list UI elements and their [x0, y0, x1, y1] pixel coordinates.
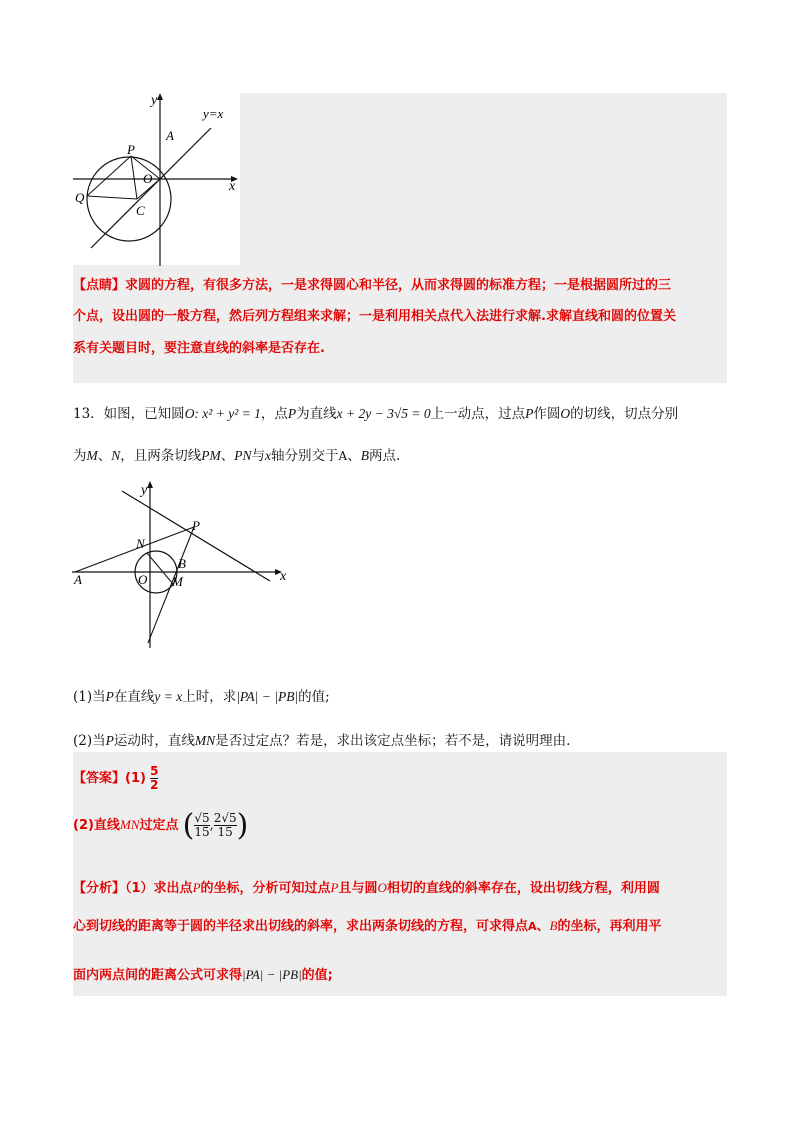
analysis-text-3: 且与圆 [338, 881, 378, 896]
point-N: N [111, 448, 121, 463]
point-B: B [360, 448, 369, 463]
fig1-label-y: y [151, 93, 158, 108]
q1-expr: |PA| − |PB| [236, 689, 299, 704]
answer-line-1 [73, 765, 158, 792]
analysis-O: O [377, 880, 387, 895]
answer-1-num: 5 [150, 764, 159, 778]
problem-text-2: 为直线 [296, 406, 337, 422]
q1-line: y = x [154, 689, 183, 704]
axis-x: x [265, 448, 272, 463]
problem-number: 13．如图，已知圆 [73, 406, 185, 422]
answer-part-2: (2)直线 [73, 818, 120, 833]
question-1 [73, 685, 330, 705]
q2-mid: 运动时，直线 [113, 733, 195, 749]
tip-line-2: 个点，设出圆的一般方程，然后列方程组来求解；一是利用相关点代入法进行求解.求解直线和圆的位置关 [73, 309, 676, 324]
fig1-label-C: C [136, 203, 145, 218]
problem-text-7: ，且两条切线 [120, 448, 202, 464]
point-M: M [86, 448, 98, 463]
q1-pre: (1)当 [73, 689, 106, 705]
fig1-label-O: O [143, 171, 153, 186]
q1-P: P [105, 689, 114, 704]
analysis-expr: |PA| − |PB| [242, 967, 302, 982]
answer-MN: MN [119, 817, 140, 832]
figure-1 [73, 88, 243, 268]
q1-mid2: 上时，求 [182, 689, 237, 705]
fig1-label-x: x [229, 179, 236, 194]
point-y-num: 2√5 [213, 811, 237, 825]
fig2-label-O: O [138, 572, 148, 587]
q2-pre: (2)当 [73, 733, 106, 749]
fig2-label-M: M [172, 574, 183, 589]
analysis-text-6: 的坐标，再利用平 [557, 919, 662, 934]
problem-line-1 [73, 402, 678, 422]
problem-text-9: 轴分别交于 [271, 448, 339, 464]
analysis-text-5: 心到切线的距离等于圆的半径求出切线的斜率，求出两条切线的方程，可求得点 [73, 919, 529, 934]
fig2-label-y: y [141, 483, 148, 498]
fig1-label-A: A [166, 128, 174, 143]
q2-P: P [105, 733, 114, 748]
analysis-text-8: 的值; [301, 968, 333, 983]
answer-line-2: (2)直线MN过定点 ( $\frac{√5}{15}$ , $\frac{2√5}{15}$ ) [73, 808, 249, 843]
analysis-sep: 、 [536, 919, 550, 934]
tip-label: 【点睛】 [73, 278, 126, 293]
tangent-PN: PN [234, 448, 252, 463]
problem-text-4: 作圆 [533, 406, 561, 422]
analysis-P: P [192, 880, 201, 895]
point-comma: , [209, 818, 214, 833]
problem-line-2 [73, 444, 400, 464]
tip-text-1: 求圆的方程，有很多方法，一是求得圆心和半径，从而求得圆的标准方程；一是根据圆所过的三 [125, 278, 672, 293]
point-y-den: 15 [214, 825, 237, 839]
sep-1: 、 [97, 448, 112, 464]
problem-text-5: 的切线，切点分别 [570, 406, 679, 422]
circle-equation: O: x² + y² = 1 [184, 406, 261, 421]
fig2-label-B: B [178, 556, 186, 571]
sep-2: 、 [220, 448, 235, 464]
analysis-line-3 [73, 964, 333, 983]
point-x-den: 15 [194, 825, 210, 839]
answer-block [73, 752, 727, 996]
sep-3: 、 [347, 448, 361, 464]
problem-text-10: 两点. [368, 448, 401, 464]
analysis-line-2 [73, 915, 662, 934]
problem-text-6: 为 [73, 448, 87, 464]
analysis-text-7: 面内两点间的距离公式可求得 [73, 968, 243, 983]
tip-line-1 [73, 274, 671, 293]
point-y-fraction [214, 812, 237, 839]
answer-label: 【答案】 [73, 771, 126, 786]
line-equation: x + 2y − 3√5 = 0 [336, 406, 431, 421]
fig2-label-N: N [136, 536, 145, 551]
answer-1-den: 2 [150, 778, 159, 792]
q2-post: 是否过定点？若是，求出该定点坐标；若不是，请说明理由. [215, 733, 571, 749]
analysis-text-2: 的坐标，分析可知过点 [200, 881, 331, 896]
point-A: A [338, 449, 348, 463]
problem-text-8: 与 [251, 448, 266, 464]
fig2-label-x: x [280, 569, 287, 584]
circle-O: O [560, 406, 571, 421]
answer-part-1: (1) [125, 771, 146, 786]
point-x-num: √5 [194, 811, 210, 825]
question-2 [73, 729, 570, 749]
fig1-label-line: y=x [203, 106, 224, 121]
analysis-P-2: P [330, 880, 339, 895]
problem-text-1: ，点 [260, 406, 288, 422]
problem-text-3: 上一动点，过点 [430, 406, 526, 422]
analysis-label: 【分析】 [73, 881, 126, 896]
q1-mid: 在直线 [113, 689, 155, 705]
analysis-text-1: （1）求出点 [125, 881, 193, 896]
analysis-B: B [549, 918, 558, 933]
q2-MN: MN [194, 733, 216, 748]
tip-line-3: 系有关题目时，要注意直线的斜率是否存在. [73, 341, 325, 356]
q1-post: 的值; [298, 689, 330, 705]
analysis-line-1 [73, 877, 660, 896]
analysis-A: A [528, 920, 537, 933]
fig1-label-Q: Q [75, 190, 85, 205]
answer-part-2b: 过定点 [139, 818, 179, 833]
point-P: P [287, 406, 297, 421]
point-P-2: P [525, 406, 534, 421]
fig1-label-P: P [127, 142, 135, 157]
analysis-text-4: 相切的直线的斜率存在，设出切线方程，利用圆 [386, 881, 660, 896]
fig2-label-A: A [74, 572, 82, 587]
tangent-PM: PM [201, 448, 221, 463]
answer-1-fraction [150, 765, 158, 792]
fig2-label-P: P [192, 518, 200, 533]
point-x-fraction [194, 812, 209, 839]
figure-2 [70, 478, 300, 658]
